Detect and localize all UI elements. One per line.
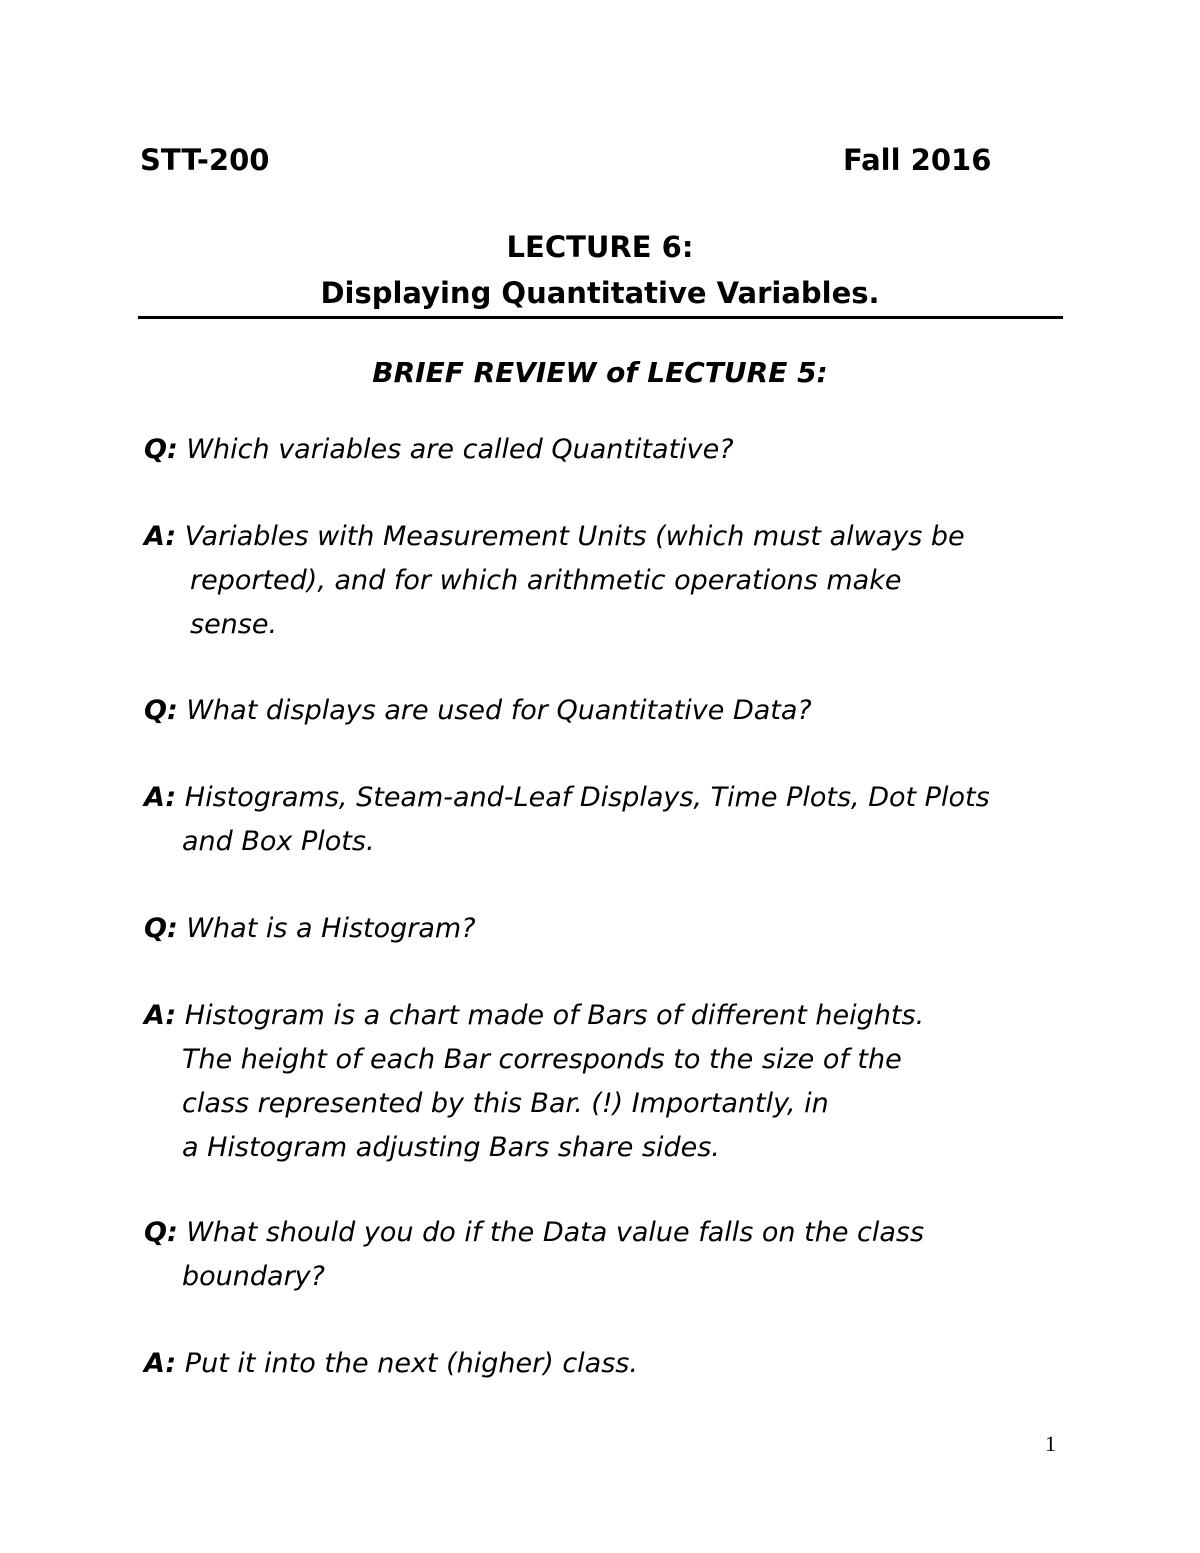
term-label: Fall 2016 [843, 143, 992, 177]
qa-line: a Histogram adjusting Bars share sides. [182, 1132, 720, 1163]
qa-item [144, 515, 965, 647]
qa-tag: A: [144, 521, 177, 552]
lecture-topic: Displaying Quantitative Variables. [320, 276, 880, 310]
qa-item [144, 689, 812, 733]
qa-tag: Q: [144, 913, 178, 944]
qa-item [144, 994, 924, 1170]
qa-item [144, 776, 990, 864]
qa-line: boundary? [182, 1261, 325, 1292]
qa-line: What displays are used for Quantitative Data? [186, 695, 812, 726]
qa-line: Which variables are called Quantitative? [186, 434, 734, 465]
qa-tag: A: [144, 1000, 177, 1031]
qa-line: Put it into the next (higher) class. [184, 1348, 638, 1379]
qa-tag: Q: [144, 1217, 178, 1248]
lecture-number: LECTURE 6: [506, 230, 694, 264]
page-number: 1 [1045, 1431, 1056, 1456]
qa-line: sense. [190, 609, 278, 640]
qa-item [144, 428, 734, 472]
qa-tag: A: [144, 782, 177, 813]
qa-line: Variables with Measurement Units (which must always be [184, 521, 965, 552]
qa-tag: Q: [144, 695, 178, 726]
qa-line: What is a Histogram? [186, 913, 476, 944]
qa-line: The height of each Bar corresponds to the size of the [182, 1044, 902, 1075]
qa-item [144, 1342, 638, 1386]
qa-line: reported), and for which arithmetic operations make [190, 565, 902, 596]
qa-line: class represented by this Bar. (!) Importantly, in [182, 1088, 829, 1119]
qa-line: and Box Plots. [182, 826, 375, 857]
qa-item [144, 1211, 924, 1299]
qa-line: Histogram is a chart made of Bars of different heights. [184, 1000, 925, 1031]
qa-tag: Q: [144, 434, 178, 465]
qa-tag: A: [144, 1348, 177, 1379]
course-code: STT-200 [140, 143, 270, 177]
title-divider [138, 316, 1063, 319]
qa-line: Histograms, Steam-and-Leaf Displays, Time Plots, Dot Plots [184, 782, 990, 813]
review-heading: BRIEF REVIEW of LECTURE 5: [372, 356, 828, 389]
qa-line: What should you do if the Data value falls on the class [186, 1217, 925, 1248]
qa-item [144, 907, 476, 951]
